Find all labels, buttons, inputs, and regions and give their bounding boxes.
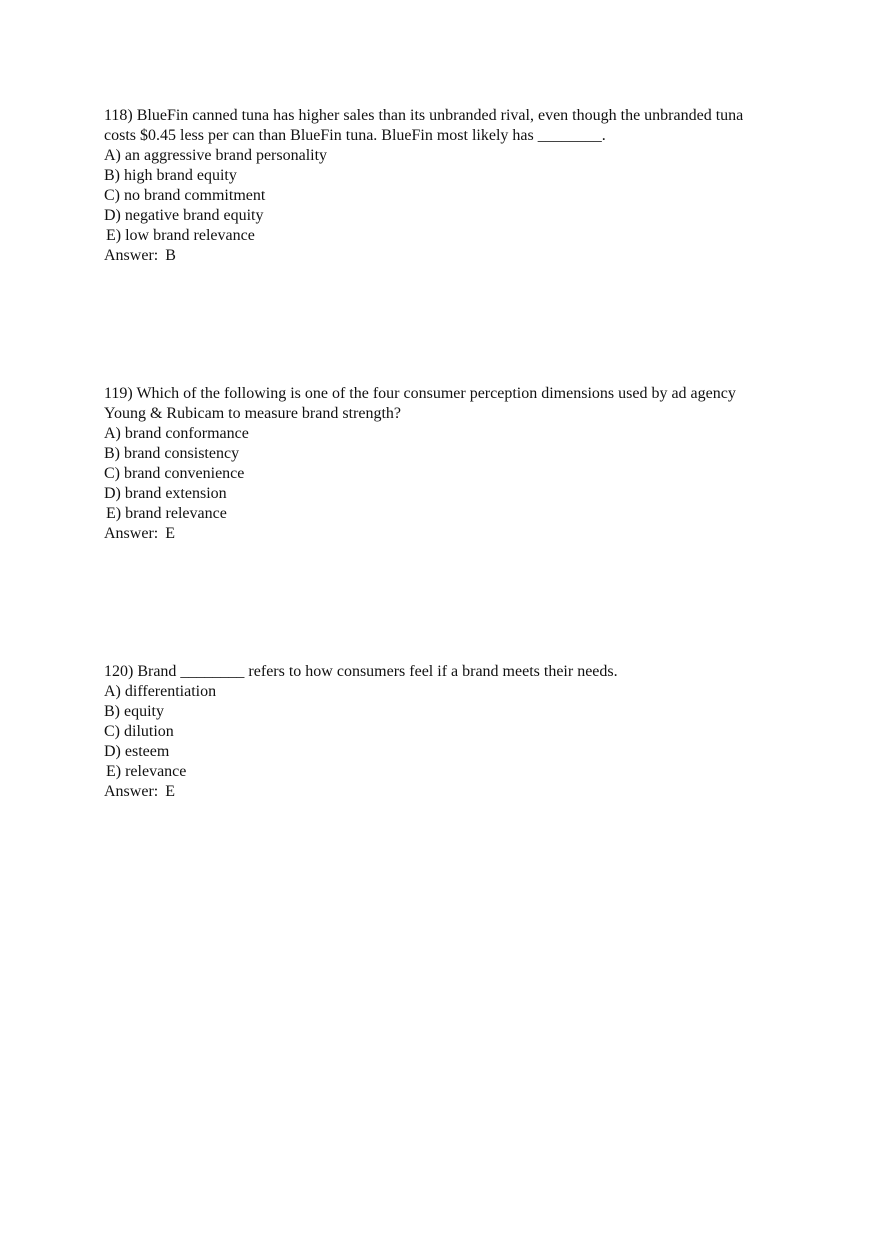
option-c: C) no brand commitment xyxy=(104,187,266,204)
option-d: D) brand extension xyxy=(104,485,227,502)
answer-line xyxy=(104,246,774,266)
question-118 xyxy=(104,106,774,266)
option-e: E) relevance xyxy=(106,763,187,780)
answer-options xyxy=(104,424,774,524)
option-a: A) differentiation xyxy=(104,683,217,700)
option-a: A) an aggressive brand personality xyxy=(104,147,328,164)
answer-value: E xyxy=(165,525,175,542)
option-a: A) brand conformance xyxy=(104,425,249,442)
question-stem: 120) Brand ________ refers to how consumers feel if a brand meets their needs. xyxy=(104,663,618,680)
option-e: E) brand relevance xyxy=(106,505,227,522)
answer-label: Answer: xyxy=(104,247,159,264)
answer-value: E xyxy=(165,783,175,800)
option-c: C) dilution xyxy=(104,723,174,740)
answer-line xyxy=(104,524,774,544)
question-119 xyxy=(104,384,774,544)
option-d: D) negative brand equity xyxy=(104,207,264,224)
option-c: C) brand convenience xyxy=(104,465,245,482)
answer-options xyxy=(104,146,774,246)
answer-options xyxy=(104,682,774,782)
option-b: B) high brand equity xyxy=(104,167,237,184)
question-stem: 118) BlueFin canned tuna has higher sales than its unbranded rival, even though the unbranded tuna costs $0.45 less per can than BlueFin tuna. BlueFin most likely has ________. xyxy=(104,107,744,144)
question-120 xyxy=(104,662,774,802)
option-d: D) esteem xyxy=(104,743,170,760)
answer-line xyxy=(104,782,774,802)
option-b: B) equity xyxy=(104,703,164,720)
question-stem: 119) Which of the following is one of the four consumer perception dimensions used by ad agency Young & Rubicam to measure brand strength? xyxy=(104,385,736,422)
answer-label: Answer: xyxy=(104,525,159,542)
answer-label: Answer: xyxy=(104,783,159,800)
option-e: E) low brand relevance xyxy=(106,227,255,244)
answer-value: B xyxy=(165,247,176,264)
option-b: B) brand consistency xyxy=(104,445,240,462)
